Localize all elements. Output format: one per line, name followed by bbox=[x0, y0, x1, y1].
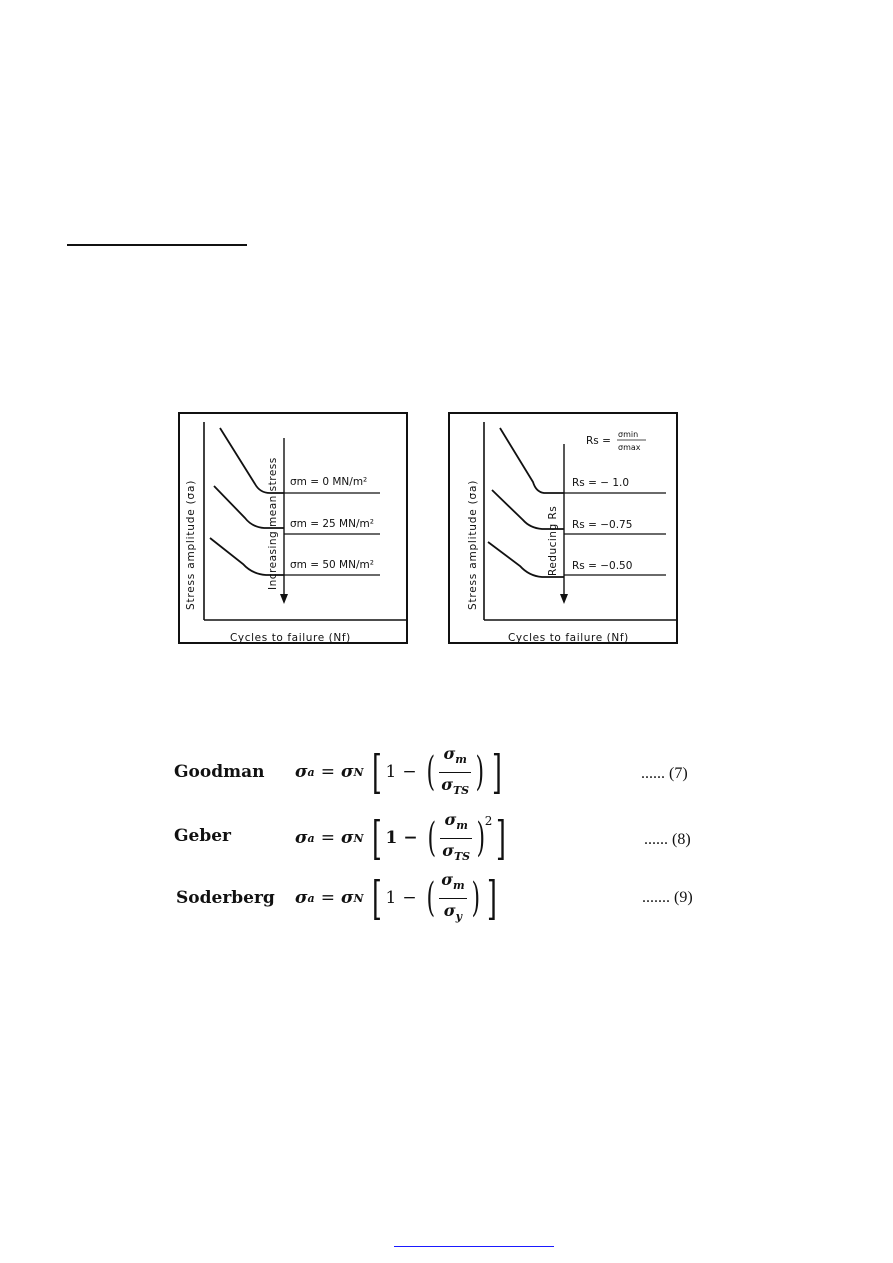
curve-1-label: Rs = −0.75 bbox=[572, 519, 633, 531]
curve-2-label: σm = 50 MN/m² bbox=[290, 559, 374, 571]
figure-stress-ratio bbox=[448, 412, 678, 644]
equation-number: ....... (9) bbox=[642, 889, 693, 906]
ratio-lhs: Rs = bbox=[586, 435, 611, 447]
equation-formula: σ a = σ N [ 1 − ( $\frac{\sigma_m}{\sigma_y}$ ) ] bbox=[295, 869, 498, 925]
equation-name: Soderberg bbox=[176, 888, 275, 908]
equation-goodman bbox=[0, 740, 893, 804]
sn-chart-stress-ratio bbox=[450, 414, 680, 646]
x-axis-label: Cycles to failure (Nf) bbox=[230, 632, 351, 644]
arrow-label: Reducing Rs bbox=[547, 505, 559, 576]
curve-1-label: σm = 25 MN/m² bbox=[290, 518, 374, 530]
x-axis-label: Cycles to failure (Nf) bbox=[508, 632, 629, 644]
y-axis-label: Stress amplitude (σa) bbox=[185, 479, 197, 610]
curve-0-label: σm = 0 MN/m² bbox=[290, 476, 368, 488]
equation-formula: σ a = σ N [ 1 − ( $\frac{\sigma_m}{\sigma_{TS}}$ ) 2 ] bbox=[295, 809, 507, 865]
equation-geber bbox=[0, 806, 893, 870]
curve-0-label: Rs = − 1.0 bbox=[572, 477, 630, 489]
arrow-label: Increasing mean stress bbox=[267, 457, 279, 590]
y-axis-label: Stress amplitude (σa) bbox=[467, 479, 479, 610]
ratio-denominator: σmax bbox=[618, 443, 641, 452]
arrow-head bbox=[560, 594, 568, 604]
equation-formula: σ a = σ N [ 1 − ( $\frac{\sigma_m}{\sigma_{TS}}$ ) ] bbox=[295, 743, 502, 799]
section-heading-underline bbox=[67, 244, 247, 246]
ratio-numerator: σmin bbox=[618, 430, 639, 439]
equation-number: ...... (7) bbox=[641, 765, 688, 782]
equation-name: Goodman bbox=[174, 762, 265, 782]
arrow-head bbox=[280, 594, 288, 604]
figure-mean-stress bbox=[178, 412, 408, 644]
curve-0 bbox=[500, 428, 564, 493]
footer-link[interactable] bbox=[394, 1246, 554, 1247]
equation-number: ...... (8) bbox=[644, 831, 691, 848]
equation-soderberg bbox=[0, 866, 893, 930]
sn-chart-mean-stress bbox=[180, 414, 410, 646]
curve-2-label: Rs = −0.50 bbox=[572, 560, 633, 572]
equation-name: Geber bbox=[174, 826, 231, 846]
